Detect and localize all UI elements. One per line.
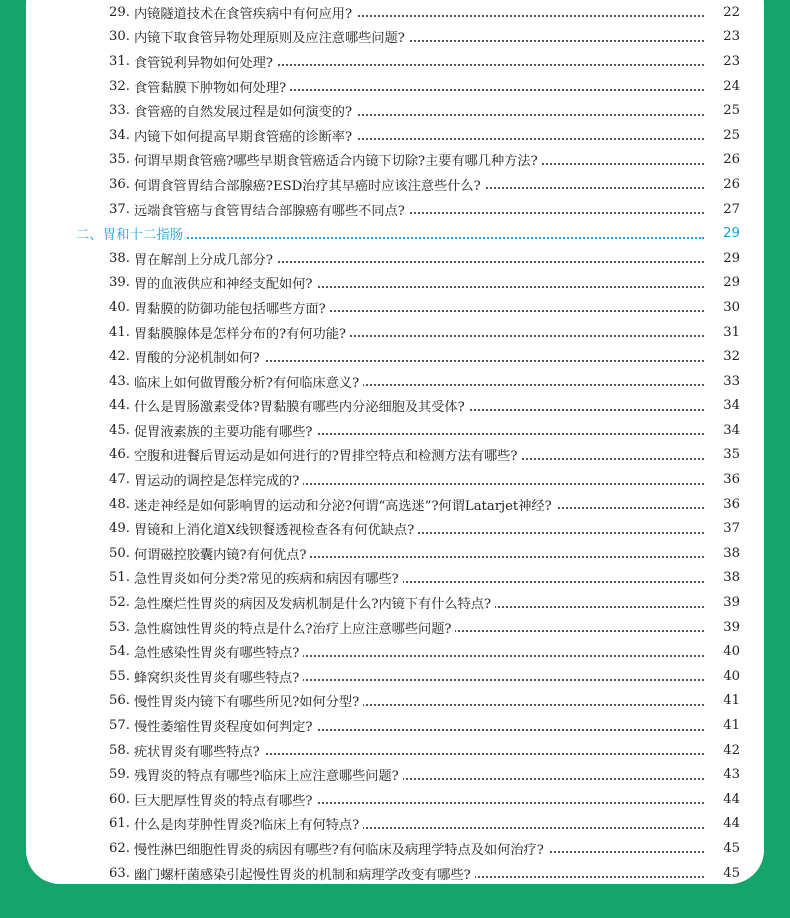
toc-entry (26, 25, 764, 50)
entry-number: 56. (26, 693, 130, 708)
toc-entry (26, 566, 764, 591)
page-number: 23 (708, 54, 740, 69)
page-number: 40 (708, 644, 740, 659)
page-number: 25 (708, 128, 740, 143)
page-number: 29 (708, 226, 740, 241)
entry-number: 53. (26, 620, 130, 635)
entry-number: 37. (26, 202, 130, 217)
entry-title: 慢性萎缩性胃炎程度如何判定? (134, 716, 317, 735)
toc-entry (26, 836, 764, 861)
page-number: 29 (708, 251, 740, 266)
toc-section-heading (26, 221, 764, 246)
entry-number: 35. (26, 152, 130, 167)
toc-entry (26, 787, 764, 812)
entry-number: 62. (26, 841, 130, 856)
entry-title: 食管黏膜下肿物如何处理? (134, 77, 290, 96)
entry-title: 胃镜和上消化道X线钡餐透视检查各有何优缺点? (134, 519, 418, 538)
page-number: 36 (708, 497, 740, 512)
entry-number: 60. (26, 792, 130, 807)
entry-number: 34. (26, 128, 130, 143)
page-number: 23 (708, 29, 740, 44)
entry-number: 44. (26, 398, 130, 413)
entry-title: 食管锐利异物如何处理? (134, 52, 277, 71)
entry-number: 47. (26, 472, 130, 487)
entry-number: 36. (26, 177, 130, 192)
page-number: 44 (708, 792, 740, 807)
page-number: 39 (708, 620, 740, 635)
entry-title: 远端食管癌与食管胃结合部腺癌有哪些不同点? (134, 200, 409, 219)
entry-number: 50. (26, 546, 130, 561)
entry-title: 何谓早期食管癌?哪些早期食管癌适合内镜下切除?主要有哪几种方法? (134, 150, 542, 169)
entry-number: 30. (26, 29, 130, 44)
page-number: 34 (708, 423, 740, 438)
entry-number: 43. (26, 374, 130, 389)
entry-title: 幽门螺杆菌感染引起慢性胃炎的机制和病理学改变有哪些? (134, 864, 475, 883)
page-number: 38 (708, 570, 740, 585)
entry-title: 内镜隧道技术在食管疾病中有何应用? (134, 3, 356, 22)
toc-entry (26, 541, 764, 566)
entry-title: 何谓食管胃结合部腺癌?ESD治疗其早癌时应该注意些什么? (134, 175, 485, 194)
page-number: 24 (708, 79, 740, 94)
page-number: 36 (708, 472, 740, 487)
toc-entry (26, 172, 764, 197)
entry-number: 51. (26, 570, 130, 585)
entry-title: 急性感染性胃炎有哪些特点? (134, 642, 303, 661)
entry-number: 40. (26, 300, 130, 315)
toc-entry (26, 762, 764, 787)
entry-number: 55. (26, 669, 130, 684)
entry-title: 胃黏膜腺体是怎样分布的?有何功能? (134, 323, 350, 342)
document-page (26, 0, 764, 884)
entry-title: 何谓磁控胶囊内镜?有何优点? (134, 544, 310, 563)
entry-title: 急性糜烂性胃炎的病因及发病机制是什么?内镜下有什么特点? (134, 593, 495, 612)
toc-entry (26, 713, 764, 738)
entry-title: 什么是胃肠激素受体?胃黏膜有哪些内分泌细胞及其受体? (134, 396, 469, 415)
page-number: 40 (708, 669, 740, 684)
entry-title: 急性胃炎如何分类?常见的疾病和病因有哪些? (134, 568, 403, 587)
toc-entry (26, 516, 764, 541)
toc-entry (26, 148, 764, 173)
toc-entry (26, 738, 764, 763)
page-number: 41 (708, 693, 740, 708)
page-number: 22 (708, 5, 740, 20)
entry-title: 促胃液素族的主要功能有哪些? (134, 421, 317, 440)
toc-entry (26, 615, 764, 640)
toc-entry (26, 320, 764, 345)
page-number: 39 (708, 595, 740, 610)
entry-number: 61. (26, 816, 130, 831)
entry-title: 内镜下如何提高早期食管癌的诊断率? (134, 126, 356, 145)
toc-entry (26, 344, 764, 369)
entry-number: 57. (26, 718, 130, 733)
page-number: 35 (708, 447, 740, 462)
page-number: 33 (708, 374, 740, 389)
page-number: 31 (708, 325, 740, 340)
entry-number: 52. (26, 595, 130, 610)
entry-title: 食管癌的自然发展过程是如何演变的? (134, 101, 356, 120)
entry-title: 慢性胃炎内镜下有哪些所见?如何分型? (134, 691, 363, 710)
page-number: 38 (708, 546, 740, 561)
entry-number: 33. (26, 103, 130, 118)
page-number: 43 (708, 767, 740, 782)
toc-entry (26, 812, 764, 837)
toc-entry (26, 639, 764, 664)
toc-entry (26, 271, 764, 296)
toc-entry (26, 861, 764, 884)
entry-number: 41. (26, 325, 130, 340)
entry-title: 胃黏膜的防御功能包括哪些方面? (134, 298, 330, 317)
entry-number: 45. (26, 423, 130, 438)
toc-entry (26, 492, 764, 517)
entry-number: 29. (26, 5, 130, 20)
toc-entry (26, 664, 764, 689)
toc-entry (26, 74, 764, 99)
entry-number: 59. (26, 767, 130, 782)
entry-number: 31. (26, 54, 130, 69)
page-number: 42 (708, 743, 740, 758)
toc-entry (26, 443, 764, 468)
entry-title: 迷走神经是如何影响胃的运动和分泌?何谓“高选迷”?何谓Latarjet神经? (134, 495, 556, 514)
page-number: 26 (708, 177, 740, 192)
toc-entry (26, 295, 764, 320)
entry-title: 临床上如何做胃酸分析?有何临床意义? (134, 372, 363, 391)
entry-number: 54. (26, 644, 130, 659)
entry-title: 蜂窝织炎性胃炎有哪些特点? (134, 667, 303, 686)
toc-entry (26, 590, 764, 615)
entry-number: 42. (26, 349, 130, 364)
toc-entry (26, 123, 764, 148)
toc-entry (26, 689, 764, 714)
entry-title: 内镜下取食管异物处理原则及应注意哪些问题? (134, 27, 409, 46)
entry-number: 63. (26, 866, 130, 881)
page-number: 44 (708, 816, 740, 831)
page-number: 45 (708, 841, 740, 856)
entry-title: 胃的血液供应和神经支配如何? (134, 273, 317, 292)
toc-entry (26, 418, 764, 443)
entry-number: 48. (26, 497, 130, 512)
page-number: 25 (708, 103, 740, 118)
entry-title: 疣状胃炎有哪些特点? (134, 741, 264, 760)
table-of-contents (26, 0, 764, 884)
entry-title: 残胃炎的特点有哪些?临床上应注意哪些问题? (134, 765, 403, 784)
entry-title: 胃酸的分泌机制如何? (134, 347, 264, 366)
entry-title: 慢性淋巴细胞性胃炎的病因有哪些?有何临床及病理学特点及如何治疗? (134, 839, 548, 858)
toc-entry (26, 246, 764, 271)
toc-entry (26, 197, 764, 222)
page-number: 27 (708, 202, 740, 217)
toc-entry (26, 369, 764, 394)
entry-title: 急性腐蚀性胃炎的特点是什么?治疗上应注意哪些问题? (134, 618, 455, 637)
page-number: 30 (708, 300, 740, 315)
toc-entry (26, 467, 764, 492)
toc-entry (26, 49, 764, 74)
page-number: 37 (708, 521, 740, 536)
entry-number: 46. (26, 447, 130, 462)
section-title: 二、胃和十二指肠 (76, 224, 187, 243)
page-number: 34 (708, 398, 740, 413)
entry-number: 38. (26, 251, 130, 266)
entry-number: 39. (26, 275, 130, 290)
toc-entry (26, 98, 764, 123)
entry-title: 巨大肥厚性胃炎的特点有哪些? (134, 790, 317, 809)
page-number: 45 (708, 866, 740, 881)
page-number: 41 (708, 718, 740, 733)
entry-number: 49. (26, 521, 130, 536)
toc-entry (26, 394, 764, 419)
entry-number: 32. (26, 79, 130, 94)
toc-entry (26, 0, 764, 25)
entry-title: 胃在解剖上分成几部分? (134, 249, 277, 268)
entry-title: 空腹和进餐后胃运动是如何进行的?胃排空特点和检测方法有哪些? (134, 445, 521, 464)
entry-title: 什么是肉芽肿性胃炎?临床上有何特点? (134, 814, 363, 833)
page-number: 26 (708, 152, 740, 167)
entry-number: 58. (26, 743, 130, 758)
page-number: 32 (708, 349, 740, 364)
entry-title: 胃运动的调控是怎样完成的? (134, 470, 303, 489)
page-number: 29 (708, 275, 740, 290)
